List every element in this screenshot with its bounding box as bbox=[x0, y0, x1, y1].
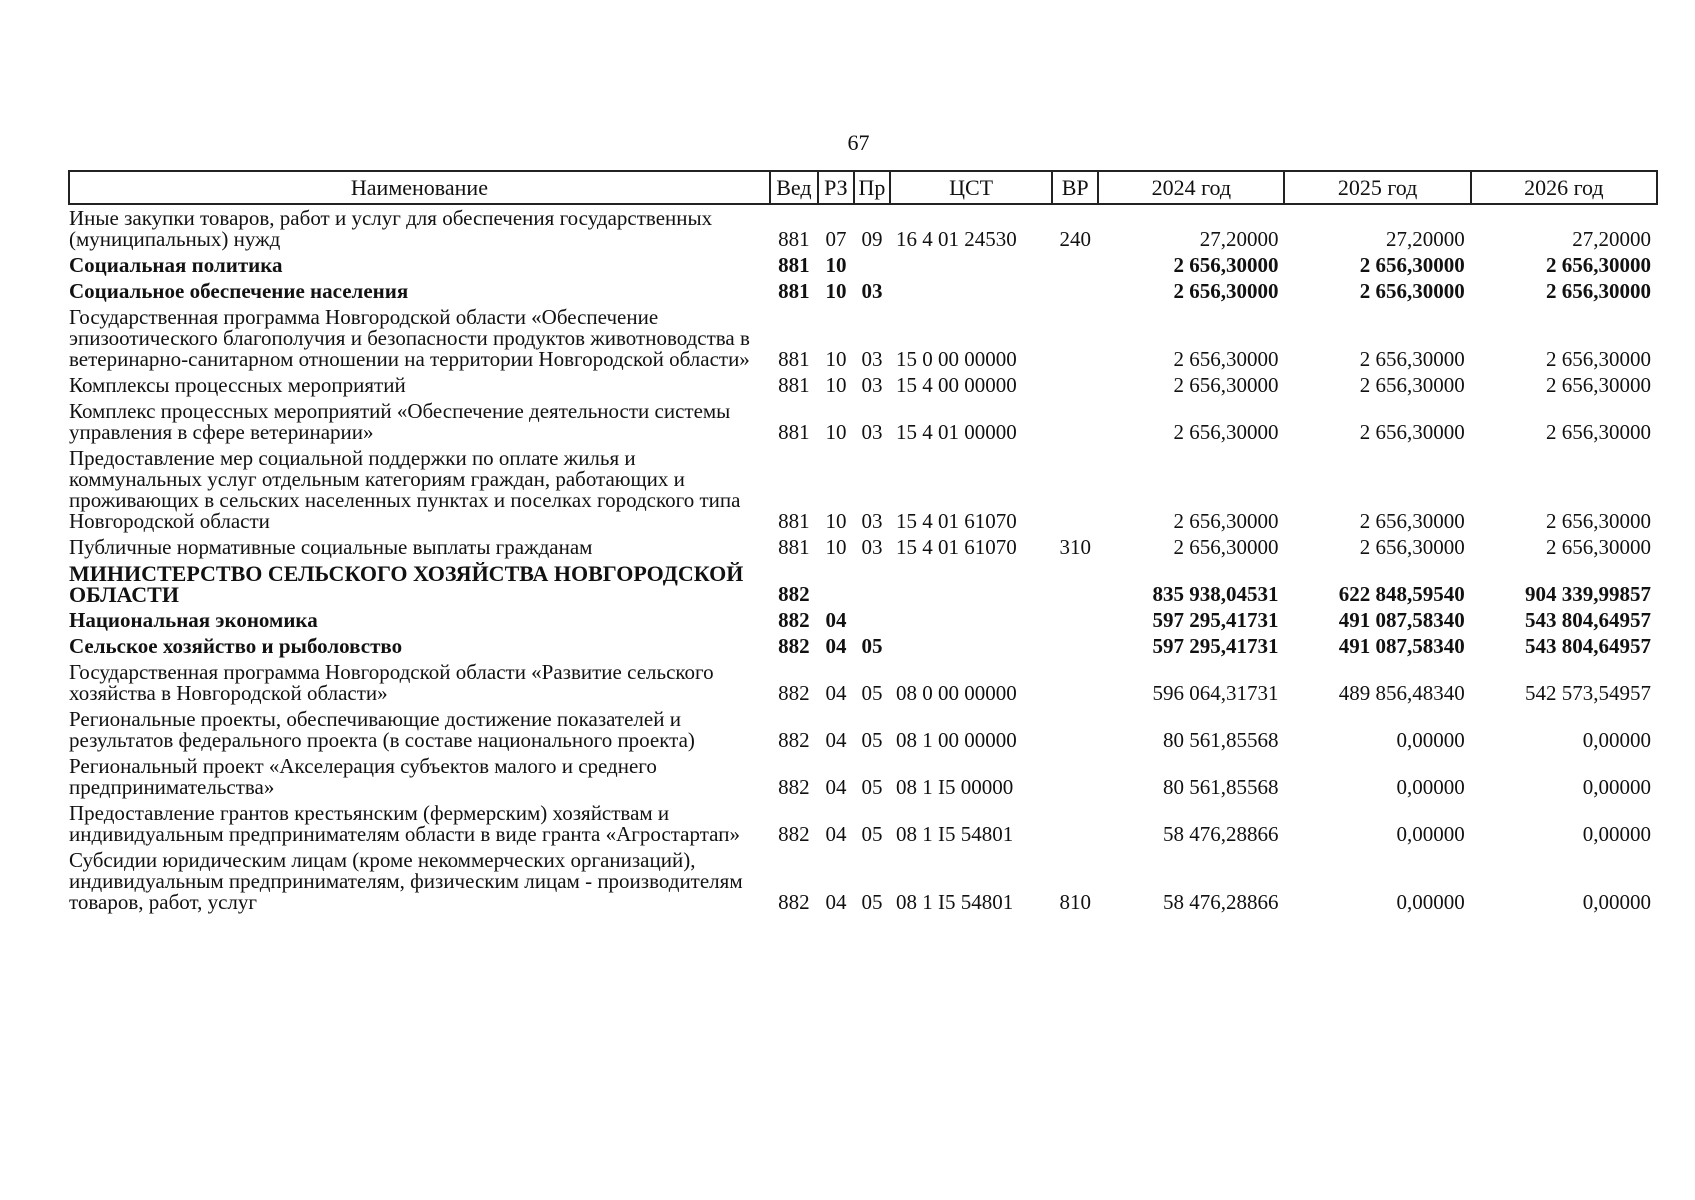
header-name: Наименование bbox=[69, 171, 770, 204]
row-pr: 05 bbox=[861, 822, 883, 846]
row-ved: 881 bbox=[778, 373, 810, 397]
table-row bbox=[69, 445, 1657, 534]
row-2025: 0,00000 bbox=[1396, 822, 1465, 846]
row-pr: 03 bbox=[861, 535, 883, 559]
row-2026: 0,00000 bbox=[1582, 822, 1651, 846]
row-vr bbox=[1052, 560, 1098, 607]
row-2026: 543 804,64957 bbox=[1525, 608, 1651, 632]
row-pr: 03 bbox=[861, 347, 883, 371]
row-2026: 543 804,64957 bbox=[1525, 634, 1651, 658]
row-vr bbox=[1052, 659, 1098, 706]
table-row bbox=[69, 560, 1657, 607]
row-ved: 881 bbox=[778, 535, 810, 559]
page-number: 67 bbox=[847, 130, 870, 155]
header-2026: 2026 год bbox=[1471, 171, 1657, 204]
row-2026: 542 573,54957 bbox=[1525, 681, 1651, 705]
row-2024: 2 656,30000 bbox=[1173, 535, 1279, 559]
row-name: Социальное обеспечение населения bbox=[69, 279, 409, 303]
row-name: Предоставление мер социальной поддержки по оплате жилья и коммунальных услуг отдельным категориям граждан, работающих и проживающих в сельских населенных пунктах и поселках городского типа Новгородской области bbox=[69, 446, 741, 533]
row-ved: 881 bbox=[778, 509, 810, 533]
row-name: Национальная экономика bbox=[69, 608, 318, 632]
row-ved: 882 bbox=[778, 634, 810, 658]
row-2026: 2 656,30000 bbox=[1546, 279, 1651, 303]
row-rz: 10 bbox=[825, 535, 847, 559]
row-cst: 15 4 01 61070 bbox=[895, 509, 1017, 533]
row-name: Предоставление грантов крестьянским (фермерским) хозяйствам и индивидуальным предпринимателям области в виде гранта «Агростартап» bbox=[69, 801, 740, 846]
row-vr: 240 bbox=[1059, 227, 1091, 251]
row-cst bbox=[890, 278, 1052, 304]
row-cst bbox=[890, 633, 1052, 659]
row-2024: 58 476,28866 bbox=[1162, 822, 1279, 846]
row-vr bbox=[1052, 633, 1098, 659]
row-vr bbox=[1052, 753, 1098, 800]
row-rz: 04 bbox=[825, 608, 847, 632]
row-ved: 882 bbox=[778, 608, 810, 632]
header-ved: Вед bbox=[770, 171, 818, 204]
header-vr: ВР bbox=[1052, 171, 1098, 204]
row-vr: 310 bbox=[1059, 535, 1091, 559]
row-vr bbox=[1052, 278, 1098, 304]
row-2025: 2 656,30000 bbox=[1359, 373, 1465, 397]
row-2025: 2 656,30000 bbox=[1359, 535, 1465, 559]
row-name: Региональные проекты, обеспечивающие достижение показателей и результатов федерального проекта (в составе национального проекта) bbox=[69, 707, 695, 752]
row-2024: 58 476,28866 bbox=[1162, 890, 1279, 914]
row-2025: 491 087,58340 bbox=[1338, 634, 1465, 658]
row-rz bbox=[818, 560, 854, 607]
row-pr: 03 bbox=[861, 279, 883, 303]
row-ved: 881 bbox=[778, 253, 810, 277]
row-cst: 15 4 00 00000 bbox=[895, 373, 1017, 397]
row-cst: 15 4 01 00000 bbox=[895, 420, 1017, 444]
row-cst bbox=[890, 560, 1052, 607]
row-2026: 2 656,30000 bbox=[1546, 420, 1651, 444]
row-rz: 10 bbox=[825, 509, 847, 533]
row-name: МИНИСТЕРСТВО СЕЛЬСКОГО ХОЗЯЙСТВА НОВГОРОДСКОЙ ОБЛАСТИ bbox=[69, 561, 744, 607]
row-cst bbox=[890, 252, 1052, 278]
table-row bbox=[69, 607, 1657, 633]
row-rz: 04 bbox=[825, 634, 847, 658]
row-pr: 03 bbox=[861, 509, 883, 533]
row-name: Государственная программа Новгородской области «Обеспечение эпизоотического благополучия и безопасности продуктов животноводства в ветеринарно-санитарном отношении на территории Новгородской области» bbox=[69, 305, 750, 371]
row-2024: 597 295,41731 bbox=[1152, 608, 1279, 632]
row-ved: 881 bbox=[778, 347, 810, 371]
row-name: Субсидии юридическим лицам (кроме некоммерческих организаций), индивидуальным предпринимателям, физическим лицам - производителям товаров, работ, услуг bbox=[69, 848, 743, 914]
row-2024: 596 064,31731 bbox=[1152, 681, 1279, 705]
row-name: Социальная политика bbox=[69, 253, 283, 277]
row-pr: 05 bbox=[861, 775, 883, 799]
row-name: Сельское хозяйство и рыболовство bbox=[69, 634, 403, 658]
table-row bbox=[69, 534, 1657, 560]
row-vr bbox=[1052, 607, 1098, 633]
row-pr: 03 bbox=[861, 373, 883, 397]
row-rz: 10 bbox=[825, 420, 847, 444]
row-2025: 489 856,48340 bbox=[1338, 681, 1465, 705]
row-2025: 2 656,30000 bbox=[1359, 509, 1465, 533]
row-2024: 2 656,30000 bbox=[1173, 279, 1279, 303]
row-2025: 491 087,58340 bbox=[1338, 608, 1465, 632]
table-row bbox=[69, 706, 1657, 753]
row-vr bbox=[1052, 445, 1098, 534]
row-ved: 881 bbox=[778, 420, 810, 444]
row-vr bbox=[1052, 800, 1098, 847]
row-vr bbox=[1052, 706, 1098, 753]
row-pr: 03 bbox=[861, 420, 883, 444]
row-2026: 0,00000 bbox=[1582, 890, 1651, 914]
row-cst: 16 4 01 24530 bbox=[895, 227, 1017, 251]
header-pr: Пр bbox=[854, 171, 890, 204]
row-2025: 0,00000 bbox=[1396, 728, 1465, 752]
row-cst: 15 0 00 00000 bbox=[895, 347, 1017, 371]
row-rz: 10 bbox=[825, 373, 847, 397]
row-2025: 2 656,30000 bbox=[1359, 420, 1465, 444]
row-2024: 2 656,30000 bbox=[1173, 509, 1279, 533]
row-pr: 05 bbox=[861, 890, 883, 914]
row-2026: 2 656,30000 bbox=[1546, 509, 1651, 533]
row-pr bbox=[854, 252, 890, 278]
row-2026: 0,00000 bbox=[1582, 728, 1651, 752]
row-2024: 27,20000 bbox=[1199, 227, 1279, 251]
row-name: Комплексы процессных мероприятий bbox=[69, 373, 406, 397]
row-pr: 05 bbox=[861, 728, 883, 752]
row-name: Комплекс процессных мероприятий «Обеспечение деятельности системы управления в сфере ветеринарии» bbox=[69, 399, 731, 444]
row-2026: 2 656,30000 bbox=[1546, 373, 1651, 397]
row-cst: 08 0 00 00000 bbox=[895, 681, 1017, 705]
row-2024: 2 656,30000 bbox=[1173, 420, 1279, 444]
row-ved: 882 bbox=[778, 890, 810, 914]
row-name: Публичные нормативные социальные выплаты гражданам bbox=[69, 535, 593, 559]
row-rz: 07 bbox=[825, 227, 847, 251]
row-2024: 597 295,41731 bbox=[1152, 634, 1279, 658]
header-rz: РЗ bbox=[818, 171, 854, 204]
row-2024: 835 938,04531 bbox=[1152, 582, 1279, 606]
row-ved: 881 bbox=[778, 279, 810, 303]
row-ved: 882 bbox=[778, 822, 810, 846]
table-row bbox=[69, 753, 1657, 800]
table-row bbox=[69, 204, 1657, 252]
table-row bbox=[69, 278, 1657, 304]
table-row bbox=[69, 659, 1657, 706]
row-ved: 882 bbox=[778, 681, 810, 705]
table-row bbox=[69, 304, 1657, 372]
row-pr bbox=[854, 560, 890, 607]
row-rz: 04 bbox=[825, 681, 847, 705]
table-row bbox=[69, 847, 1657, 915]
row-rz: 04 bbox=[825, 728, 847, 752]
row-name: Государственная программа Новгородской области «Развитие сельского хозяйства в Новгородской области» bbox=[69, 660, 714, 705]
header-cst: ЦСТ bbox=[890, 171, 1052, 204]
row-rz: 10 bbox=[825, 253, 847, 277]
table-header bbox=[69, 171, 1657, 204]
row-rz: 04 bbox=[825, 890, 847, 914]
row-name: Иные закупки товаров, работ и услуг для обеспечения государственных (муниципальных) нужд bbox=[69, 206, 713, 251]
row-2024: 2 656,30000 bbox=[1173, 253, 1279, 277]
row-cst: 08 1 I5 54801 bbox=[895, 890, 1014, 914]
row-rz: 10 bbox=[825, 347, 847, 371]
row-cst: 08 1 00 00000 bbox=[895, 728, 1017, 752]
row-2026: 2 656,30000 bbox=[1546, 253, 1651, 277]
row-vr bbox=[1052, 304, 1098, 372]
row-ved: 882 bbox=[778, 582, 810, 606]
row-2026: 27,20000 bbox=[1572, 227, 1651, 251]
row-ved: 881 bbox=[778, 227, 810, 251]
row-cst bbox=[890, 607, 1052, 633]
row-pr: 05 bbox=[861, 681, 883, 705]
row-ved: 882 bbox=[778, 775, 810, 799]
row-2025: 2 656,30000 bbox=[1359, 347, 1465, 371]
row-2025: 0,00000 bbox=[1396, 890, 1465, 914]
table-row bbox=[69, 800, 1657, 847]
row-pr: 09 bbox=[861, 227, 883, 251]
row-2024: 2 656,30000 bbox=[1173, 373, 1279, 397]
budget-table bbox=[68, 170, 1658, 915]
row-2025: 2 656,30000 bbox=[1359, 279, 1465, 303]
row-2026: 904 339,99857 bbox=[1525, 582, 1651, 606]
row-2025: 2 656,30000 bbox=[1359, 253, 1465, 277]
row-2024: 2 656,30000 bbox=[1173, 347, 1279, 371]
row-2025: 622 848,59540 bbox=[1338, 582, 1465, 606]
row-pr: 05 bbox=[861, 634, 883, 658]
row-rz: 04 bbox=[825, 775, 847, 799]
row-name: Региональный проект «Акселерация субъектов малого и среднего предпринимательства» bbox=[69, 754, 657, 799]
row-vr bbox=[1052, 398, 1098, 445]
row-2025: 27,20000 bbox=[1385, 227, 1465, 251]
table-row bbox=[69, 633, 1657, 659]
row-vr bbox=[1052, 372, 1098, 398]
table-body bbox=[69, 204, 1657, 915]
header-2024: 2024 год bbox=[1098, 171, 1284, 204]
row-pr bbox=[854, 607, 890, 633]
row-rz: 10 bbox=[825, 279, 847, 303]
row-ved: 882 bbox=[778, 728, 810, 752]
row-2024: 80 561,85568 bbox=[1162, 728, 1279, 752]
row-vr bbox=[1052, 252, 1098, 278]
row-2024: 80 561,85568 bbox=[1162, 775, 1279, 799]
row-cst: 08 1 I5 54801 bbox=[895, 822, 1014, 846]
row-2026: 2 656,30000 bbox=[1546, 535, 1651, 559]
row-2026: 2 656,30000 bbox=[1546, 347, 1651, 371]
row-rz: 04 bbox=[825, 822, 847, 846]
table-row bbox=[69, 372, 1657, 398]
row-2026: 0,00000 bbox=[1582, 775, 1651, 799]
row-cst: 08 1 I5 00000 bbox=[895, 775, 1014, 799]
header-2025: 2025 год bbox=[1284, 171, 1470, 204]
table-row bbox=[69, 398, 1657, 445]
row-cst: 15 4 01 61070 bbox=[895, 535, 1017, 559]
row-2025: 0,00000 bbox=[1396, 775, 1465, 799]
table-row bbox=[69, 252, 1657, 278]
row-vr: 810 bbox=[1059, 890, 1091, 914]
